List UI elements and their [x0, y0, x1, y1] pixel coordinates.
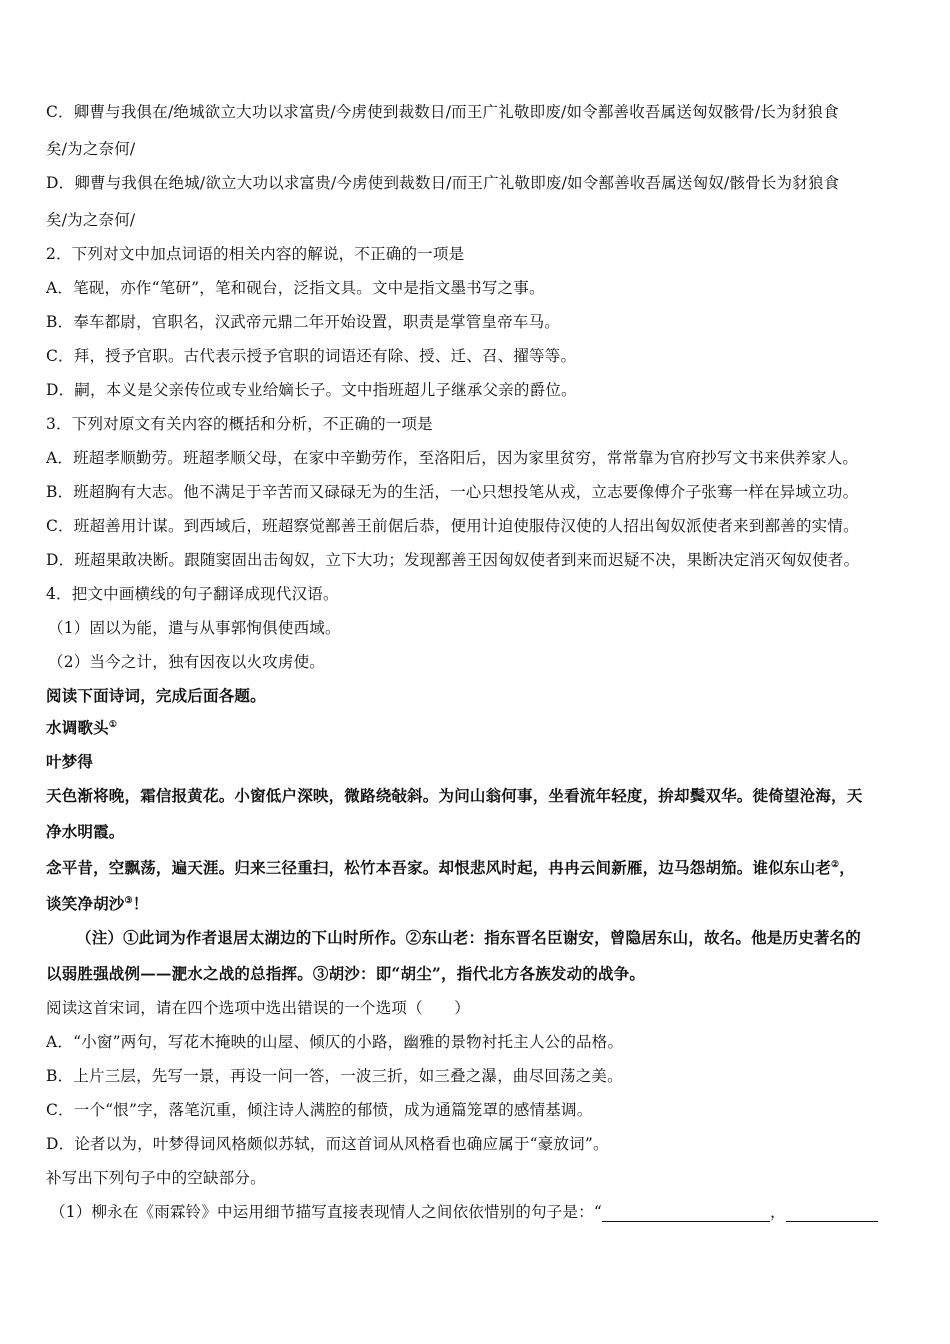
q1-option-c-line2: 矣/为之奈何/ [46, 140, 136, 158]
q3-option-b: B．班超胸有大志。他不满足于辛苦而又碌碌无为的生活，一心只想投笔从戎，立志要像傅介子张骞一样在异域立功。 [46, 483, 859, 501]
q2-option-d: D．嗣，本义是父亲传位或专业给嫡长子。文中指班超儿子继承父亲的爵位。 [46, 381, 577, 399]
q2-stem: 2．下列对文中加点词语的相关内容的解说，不正确的一项是 [46, 245, 465, 263]
poem-option-d: D．论者以为，叶梦得词风格颇似苏轼，而这首词从风格看也确应属于“豪放词”。 [46, 1135, 609, 1153]
q3-option-a: A．班超孝顺勤劳。班超孝顺父母，在家中辛勤劳作，至洛阳后，因为家里贫穷，常常靠为官府抄写文书来供养家人。 [46, 449, 859, 467]
q3-stem: 3．下列对原文有关内容的概括和分析，不正确的一项是 [46, 415, 433, 433]
poem-part1-line2: 净水明霞。 [46, 822, 125, 841]
q1-option-c-line1: C．卿曹与我俱在/绝城欲立大功以求富贵/今虏使到裁数日/而王广礼敬即废/如令鄯善收吾属送匈奴骸骨/长为豺狼食 [46, 103, 839, 121]
fill-question-1: （1）柳永在《雨霖铃》中运用细节描写直接表现情人之间依依惜别的句子是：“ ， [50, 1202, 906, 1222]
q2-option-a: A．笔砚，亦作“笔研”，笔和砚台，泛指文具。文中是指文墨书写之事。 [46, 279, 545, 297]
poem-author: 叶梦得 [46, 752, 94, 771]
poem-part2-line2: 谈笑净胡沙③！ [46, 894, 149, 913]
fill-blank-2[interactable] [786, 1205, 878, 1222]
poem-note-ref-3: ③ [124, 895, 133, 906]
poem-section-heading: 阅读下面诗词，完成后面各题。 [46, 686, 266, 705]
poem-option-c: C．一个“恨”字，落笔沉重，倾注诗人满腔的郁愤，成为通篇笼罩的感情基调。 [46, 1101, 593, 1119]
fill-blank-1[interactable] [602, 1205, 770, 1222]
poem-note-ref-2: ② [831, 859, 840, 870]
q4-stem: 4．把文中画横线的句子翻译成现代汉语。 [46, 585, 339, 603]
poem-option-a: A．“小窗”两句，写花木掩映的山屋、倾仄的小路，幽雅的景物衬托主人公的品格。 [46, 1033, 624, 1051]
q3-option-c: C．班超善用计谋。到西域后，班超察觉鄯善王前倨后恭，便用计迫使服侍汉使的人招出匈奴派使者来到鄯善的实情。 [46, 517, 859, 535]
poem-part1-line1: 天色渐将晚，霜信报黄花。小窗低户深映，微路绕敧斜。为问山翁何事，坐看流年轻度，拚却鬓双华。徙倚望沧海，天 [46, 786, 863, 805]
poem-notes-line1: （注）①此词为作者退居太湖边的下山时所作。②东山老：指东晋名臣谢安，曾隐居东山，故名。他是历史著名的 [76, 928, 862, 947]
q4-sentence-2: （2）当今之计，独有因夜以火攻虏使。 [48, 653, 325, 671]
q2-option-b: B．奉车都尉，官职名，汉武帝元鼎二年开始设置，职责是掌管皇帝车马。 [46, 313, 560, 331]
q2-option-c: C．拜，授予官职。古代表示授予官职的词语还有除、授、迁、召、擢等等。 [46, 347, 577, 365]
q1-option-d-line1: D．卿曹与我俱在绝城/欲立大功以求富贵/今虏使到裁数日/而王广礼敬即废/如令鄯善收吾属送匈奴/骸骨长为豺狼食 [46, 174, 840, 192]
poem-notes-line2: 以弱胜强战例——淝水之战的总指挥。③胡沙：即“胡尘”，指代北方各族发动的战争。 [46, 964, 646, 983]
poem-title: 水调歌头① [46, 718, 118, 737]
poem-question: 阅读这首宋词，请在四个选项中选出错误的一个选项（ ） [46, 999, 470, 1017]
q4-sentence-1: （1）固以为能，遣与从事郭恂俱使西域。 [48, 619, 341, 637]
q1-option-d-line2: 矣/为之奈何/ [46, 211, 136, 229]
fill-section-heading: 补写出下列句子中的空缺部分。 [46, 1169, 266, 1187]
poem-part2-line1: 念平昔，空飘荡，遍天涯。归来三径重扫，松竹本吾家。却恨悲风时起，冉冉云间新雁，边马怨胡笳。谁似东山老②， [46, 858, 855, 877]
q3-option-d: D．班超果敢决断。跟随窦固出击匈奴，立下大功；发现鄯善王因匈奴使者到来而迟疑不决，果断决定消灭匈奴使者。 [46, 551, 860, 569]
poem-title-note: ① [108, 719, 118, 730]
poem-option-b: B．上片三层，先写一景，再设一问一答，一波三折，如三叠之瀑，曲尽回荡之美。 [46, 1067, 623, 1085]
